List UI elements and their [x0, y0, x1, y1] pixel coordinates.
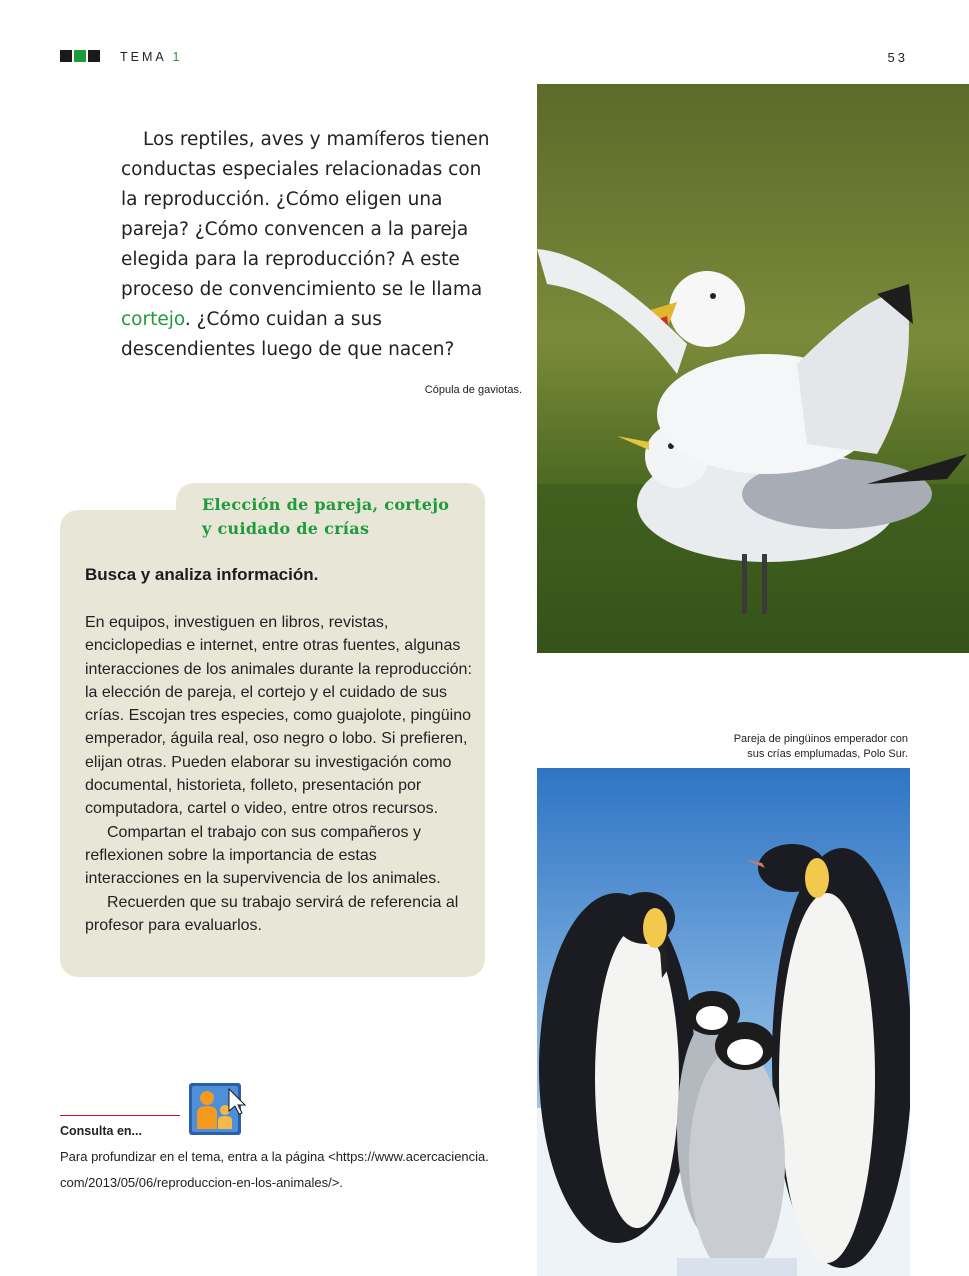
- activity-title-line: y cuidado de crías: [202, 519, 370, 538]
- consulta-user-icon: [189, 1083, 247, 1135]
- glossary-term-cortejo: cortejo: [121, 309, 185, 330]
- penguin-photo-caption: [648, 732, 908, 762]
- consulta-label: Consulta en...: [60, 1124, 142, 1138]
- header-block: [60, 50, 72, 62]
- activity-subtitle: Busca y analiza información.: [85, 565, 319, 584]
- activity-paragraph: Compartan el trabajo con sus compañeros y reflexionen sobre la importancia de estas interacciones en la supervivencia de los animales.: [85, 823, 441, 888]
- penguin-caption-line: sus crías emplumadas, Polo Sur.: [747, 748, 908, 760]
- penguin-caption-line: Pareja de pingüinos emperador con: [733, 733, 908, 745]
- activity-paragraph: Recuerden que su trabajo servirá de referencia al profesor para evaluarlos.: [85, 893, 459, 934]
- consulta-divider: [60, 1115, 180, 1116]
- tema-label: TEMA: [120, 50, 167, 64]
- activity-paragraph: En equipos, investiguen en libros, revistas, enciclopedias e internet, entre otras fuentes, algunas interacciones de los animales durante la reproducción: la elección de pareja, el cortejo y el cuidado de sus crías. Escojan tres especies, como guajolote, pingüino emperador, águila real, oso negro o lobo. Si prefieren, elijan otras. Pueden elaborar su investigación como documental, historieta, folleto, presentación por computadora, cartel o video, entre otros recursos.: [85, 614, 472, 818]
- gull-photo: [537, 84, 969, 653]
- section-label: [120, 50, 182, 64]
- gull-photo-caption: Cópula de gaviotas.: [424, 384, 522, 396]
- intro-paragraph: [121, 125, 491, 365]
- intro-text-after: . ¿Cómo cuidan a sus descendientes luego de que nacen?: [121, 309, 455, 360]
- header-color-blocks: [60, 50, 100, 62]
- header-block: [88, 50, 100, 62]
- consulta-text-line: Para profundizar en el tema, entra a la página <https://www.acercaciencia.: [60, 1149, 489, 1164]
- activity-body: [85, 611, 475, 937]
- consulta-text-line: com/2013/05/06/reproduccion-en-los-animales/>.: [60, 1175, 343, 1190]
- tema-number: 1: [172, 50, 183, 64]
- penguin-photo: [537, 768, 910, 1276]
- activity-title: [202, 493, 472, 541]
- intro-text-before: Los reptiles, aves y mamíferos tienen conductas especiales relacionadas con la reproducción. ¿Cómo eligen una pareja? ¿Cómo convencen a la pareja elegida para la reproducción? A este proceso de convencimiento se le llama: [121, 129, 490, 300]
- page-number: 53: [887, 50, 908, 65]
- header-block: [74, 50, 86, 62]
- activity-title-line: Elección de pareja, cortejo: [202, 495, 450, 514]
- consulta-text: [60, 1144, 530, 1196]
